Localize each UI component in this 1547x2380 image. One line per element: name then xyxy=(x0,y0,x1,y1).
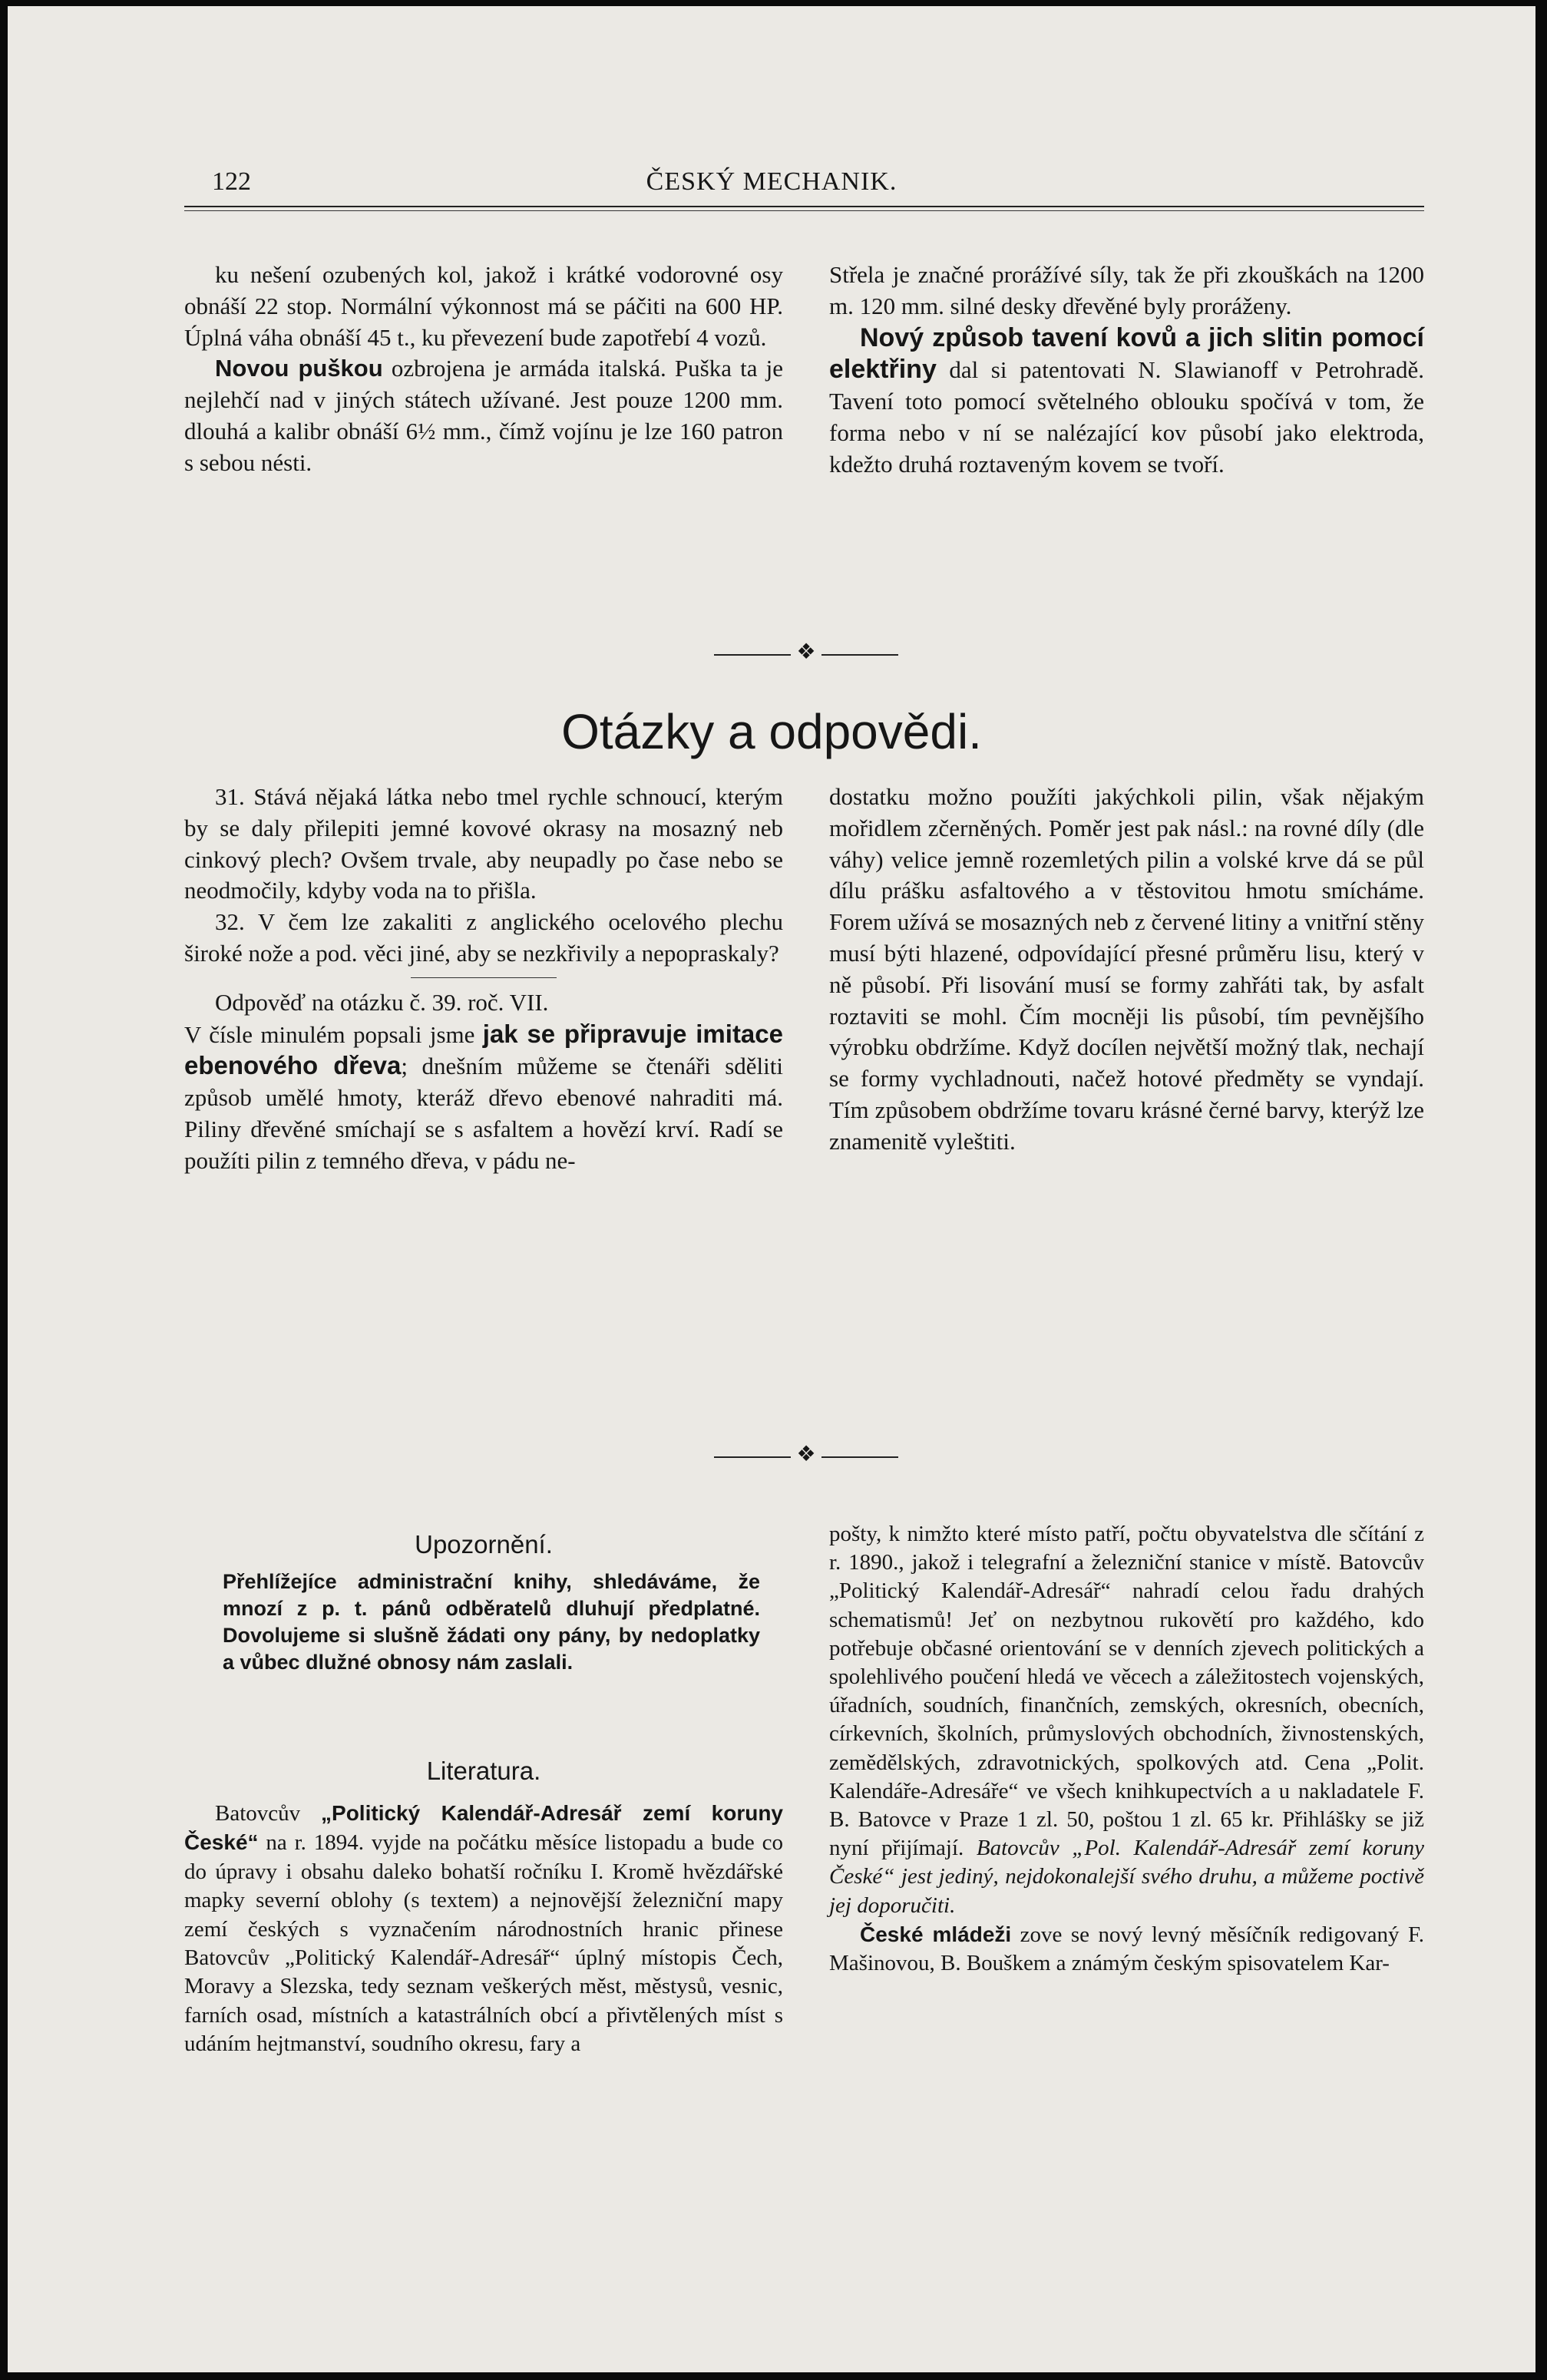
paragraph: ku nešení ozubených kol, jakož i krátké vodorovné osy obnáší 22 stop. Normální výkonnost má se páčiti na 600 HP. Úplná váha obnáší 45 t., ku převezení bude zapotřebí 4 vozů. xyxy=(184,261,783,351)
question-separator xyxy=(411,977,557,978)
literature-continued xyxy=(829,1520,1424,1920)
paragraph xyxy=(184,353,783,478)
literature-title: Literatura. xyxy=(426,1757,541,1785)
qa-right-column xyxy=(829,782,1424,1158)
section-divider xyxy=(714,1443,898,1466)
scanned-page xyxy=(8,6,1535,2372)
literature-bold: „Politický Kalendář-Adresář zemí koruny České“ xyxy=(184,1801,783,1855)
page-number: 122 xyxy=(212,167,251,196)
lead-phrase: Nový způsob tavení kovů a jich slitin pomocí elektřiny xyxy=(829,322,1424,385)
question-31: 31. Stává nějaká látka nebo tmel rychle schnoucí, kterým by se daly přilepiti jemné kovové okrasy na mosazný neb cinkový plech? Ovšem trvale, aby neupadly po čase nebo se neodmočily, kdyby voda na to přišla. xyxy=(184,783,783,904)
literature-text xyxy=(184,1799,783,2059)
ornament-icon: ❖ xyxy=(796,640,816,664)
paragraph-text: zove se nový levný měsíčník redigovaný F. Mašinovou, B. Bouškem a známým českým spisovatelem Kar- xyxy=(829,1922,1425,1976)
question-32: 32. V čem lze zakaliti z anglického ocelového plechu široké nože a pod. věci jiné, aby se nezkřivily a nepopraskaly? xyxy=(184,908,783,967)
ornament-icon: ❖ xyxy=(796,1443,816,1466)
answer-text-b: ; dnešním můžeme se čtenáři sděliti způsob umělé hmoty, kteráž dřevo ebenové nahraditi má. Piliny dřevěné smíchají se s asfaltem a hovězí krví. Radí se použíti pilin z temného dřeva, v pádu ne- xyxy=(184,1053,784,1174)
notice-title: Upozornění. xyxy=(415,1530,553,1559)
answer-intro: Odpověď na otázku č. 39. roč. VII. xyxy=(215,988,549,1016)
literature-text-a: Batovcův xyxy=(215,1801,322,1826)
running-title: ČESKÝ MECHANIK. xyxy=(646,167,897,196)
top-right-column xyxy=(829,259,1424,481)
paragraph xyxy=(829,1920,1424,1978)
paragraph xyxy=(829,322,1424,481)
answer-continued: dostatku možno použíti jakýchkoli pilin, však nějakým mořidlem zčerněných. Poměr jest pak násl.: na rovné díly (dle váhy) velice jemně rozemletých pilin a volské krve dá se půl dílu prášku asfaltového a v těstovitou hmotu smícháme. Forem užívá se mosazných neb z červené litiny a vnitřní stěny musí býti hlazené, odpovídající přesné průměru lisu, který v ně působí. Při lisování musí se formy zahřáti tak, by asfalt roztaviti se mohl. Čím mocněji lis působí, tím pevnějšího výrobku obdržíme. Když docílen největší možný tlak, nechají se formy vychladnouti, načež hotové předměty se vyndají. Tím způsobem obdržíme tovaru krásné černé barvy, kterýž lze znamenitě vyleštiti. xyxy=(829,783,1424,1155)
answer-bold: jak se připravuje imitace ebenového dřeva xyxy=(184,1019,783,1080)
header-rule-thin xyxy=(184,210,1424,211)
lead-phrase: Novou puškou xyxy=(215,355,383,382)
literature-text-b: na r. 1894. vyjde na počátku měsíce listopadu a bude co do úpravy i obsahu daleko bohatší ročníku I. Kromě hvězdářské mapky severní oblohy (s textem) a nejnovější železniční mapy zemí českých s vyznačením národnostních hranic přinese Batovcův „Politický Kalendář-Adresář“ úplný místopis Čech, Moravy a Slezska, tedy seznam veškerých měst, městysů, vesnic, farních osad, místních a katastrálních obcí a přivtělených míst s udáním hejtmanství, soudního okresu, fary a xyxy=(184,1830,783,2057)
literature-right-column xyxy=(829,1520,1424,1978)
literature-left-column xyxy=(184,1799,783,2059)
page-header xyxy=(8,167,1535,198)
notice-text: Přehlížejíce administrační knihy, shledáváme, že mnozí z p. t. pánů odběratelů dluhují předplatné. Dovolujeme si slušně žádati ony pány, by nedoplatky a vůbec dlužné obnosy nám zaslali. xyxy=(223,1570,760,1674)
literature-right-text: pošty, k nimžto které místo patří, počtu obyvatelstva dle sčítání z r. 1890., jakož i telegrafní a železniční stanice v místě. Batovcův „Politický Kalendář-Adresář“ nahradí celou řadu drahých schematismů! Jeť on nezbytnou rukovětí pro každého, kdo potřebuje občasné orientování se v denních zjevech politických a spolehlivého poučení hledá ve věcech a záležitostech vojenských, úřadních, soudních, finančních, zemských, okresních, obecních, církevních, školních, průmyslových obchodních, živnostenských, zemědělských, zdravotnických, spolkových atd. Cena „Polit. Kalendáře-Adresáře“ ve všech knihkupectvích a u nakladatele F. B. Batovce v Praze 1 zl. 50, poštou 1 zl. 65 kr. Přihlášky se již nyní přijímají. xyxy=(829,1522,1424,1861)
header-rule xyxy=(184,206,1424,207)
paragraph-text: dal si patentovati N. Slawianoff v Petrohradě. Tavení toto pomocí světelného oblouku spočívá v tom, že forma nebo v ní se nalézající kov působí jako elektroda, kdežto druhá roztaveným kovem se tvoří. xyxy=(829,356,1424,478)
qa-left-column xyxy=(184,782,783,1177)
literature-italic: Batovcův „Pol. Kalendář-Adresář zemí koruny České“ jest jediný, nejdokonalejší svého druhu, a můžeme poctivě jej doporučiti. xyxy=(829,1836,1424,1918)
top-left-column xyxy=(184,259,783,479)
lead-phrase: České mládeži xyxy=(860,1922,1012,1946)
section-heading: Otázky a odpovědi. xyxy=(561,704,982,759)
paragraph-text: ozbrojena je armáda italská. Puška ta je nejlehčí nad v jiných státech užívané. Jest pouze 1200 mm. dlouhá a kalibr obnáší 6½ mm., čímž vojínu je lze 160 patron s sebou nésti. xyxy=(184,355,784,476)
paragraph: Střela je značné prorážívé síly, tak že při zkouškách na 1200 m. 120 mm. silné desky dřevěné byly proráženy. xyxy=(829,261,1424,319)
section-divider xyxy=(714,640,898,664)
answer-text-a: V čísle minulém popsali jsme xyxy=(184,1020,483,1048)
answer-text xyxy=(184,1019,783,1177)
